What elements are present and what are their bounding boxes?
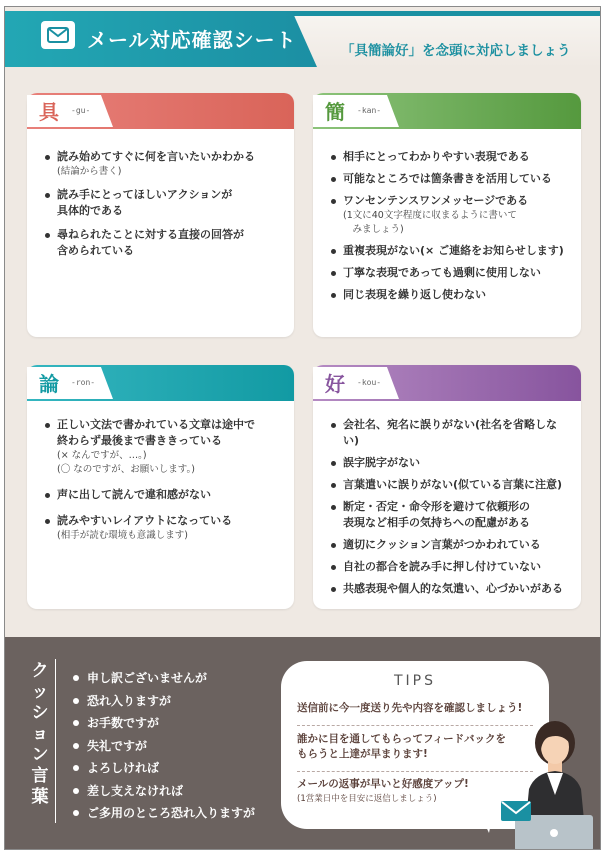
card-kou-header	[313, 365, 581, 401]
list-item: 読み手にとってほしいアクションが 具体的である	[45, 187, 284, 219]
card-gu-reading: -gu-	[71, 106, 91, 115]
list-item: 読みやすいレイアウトになっている (相手が読む環境も意識します)	[45, 513, 284, 543]
cushion-divider	[55, 659, 56, 823]
card-ron	[27, 365, 294, 609]
list-item: ワンセンテンスワンメッセージである (1文に40文字程度に収まるように書いて みましょう)	[331, 193, 571, 237]
cushion-title: クッション言葉	[31, 661, 49, 807]
tips-title: TIPS	[393, 673, 436, 689]
card-kan-kanji: 簡	[325, 100, 345, 124]
list-item: 適切にクッション言葉がつかわれている	[331, 537, 571, 553]
card-kan-list	[331, 149, 571, 309]
list-item: 同じ表現を繰り返し使わない	[331, 287, 571, 303]
list-item: ご多用のところ恐れ入りますが	[71, 802, 255, 825]
list-item: 断定・否定・命令形を避けて依頼形の 表現など相手の気持ちへの配慮がある	[331, 499, 571, 531]
card-gu	[27, 93, 294, 337]
tip-item: メールの返事が早いと好感度アップ! (1営業日中を目安に返信しましょう)	[297, 778, 469, 804]
list-item: 申し訳ございませんが	[71, 667, 255, 690]
list-item: よろしければ	[71, 757, 255, 780]
tip-item: 誰かに目を通してもらってフィードバックを もらうと上達が早まります!	[297, 733, 506, 760]
list-item: 差し支えなければ	[71, 780, 255, 803]
card-gu-list	[45, 149, 284, 265]
list-item: 恐れ入りますが	[71, 690, 255, 713]
list-item: 共感表現や個人的な気遣い、心づかいがある	[331, 581, 571, 597]
list-item: 読み始めてすぐに何を言いたいかわかる (結論から書く)	[45, 149, 284, 179]
card-ron-list	[45, 417, 284, 549]
list-item: 言葉遣いに誤りがない(似ている言葉に注意)	[331, 477, 571, 493]
card-kou-reading: -kou-	[357, 378, 382, 387]
list-item: 誤字脱字がない	[331, 455, 571, 471]
card-kou	[313, 365, 581, 609]
tip-divider	[297, 725, 533, 726]
mail-icon	[41, 21, 75, 49]
card-kan-reading: -kan-	[357, 106, 382, 115]
list-item: 会社名、宛名に誤りがない(社名を省略しない)	[331, 417, 571, 449]
card-kan-header	[313, 93, 581, 129]
list-item: 尋ねられたことに対する直接の回答が 含められている	[45, 227, 284, 259]
list-item: 自社の都合を読み手に押し付けていない	[331, 559, 571, 575]
card-ron-kanji: 論	[39, 372, 59, 396]
tip-item: 送信前に今一度送り先や内容を確認しましょう!	[297, 702, 523, 714]
tip-divider	[297, 771, 533, 772]
page-title: メール対応確認シート	[87, 28, 297, 52]
list-item: 相手にとってわかりやすい表現である	[331, 149, 571, 165]
list-item: 失礼ですが	[71, 735, 255, 758]
card-kou-kanji: 好	[325, 372, 345, 396]
list-item: 正しい文法で書かれている文章は途中で 終わらず最後まで書ききっている (× なんですが、…。) (〇 なのですが、お願いします。)	[45, 417, 284, 477]
list-item: 声に出して読んで違和感がない	[45, 487, 284, 503]
card-ron-reading: -ron-	[71, 378, 96, 387]
cushion-list	[71, 667, 255, 825]
person-illustration	[501, 719, 601, 850]
worksheet-page	[4, 6, 601, 850]
card-ron-header	[27, 365, 294, 401]
list-item: 可能なところでは箇条書きを活用している	[331, 171, 571, 187]
list-item: 丁寧な表現であっても過剰に使用しない	[331, 265, 571, 281]
card-gu-header	[27, 93, 294, 129]
page-subtitle: 「具簡論好」を念頭に対応しましょう	[341, 43, 571, 59]
card-kou-list	[331, 417, 571, 603]
card-kan	[313, 93, 581, 337]
list-item: 重複表現がない(× ご連絡をお知らせします)	[331, 243, 571, 259]
card-gu-kanji: 具	[39, 100, 59, 124]
list-item: お手数ですが	[71, 712, 255, 735]
